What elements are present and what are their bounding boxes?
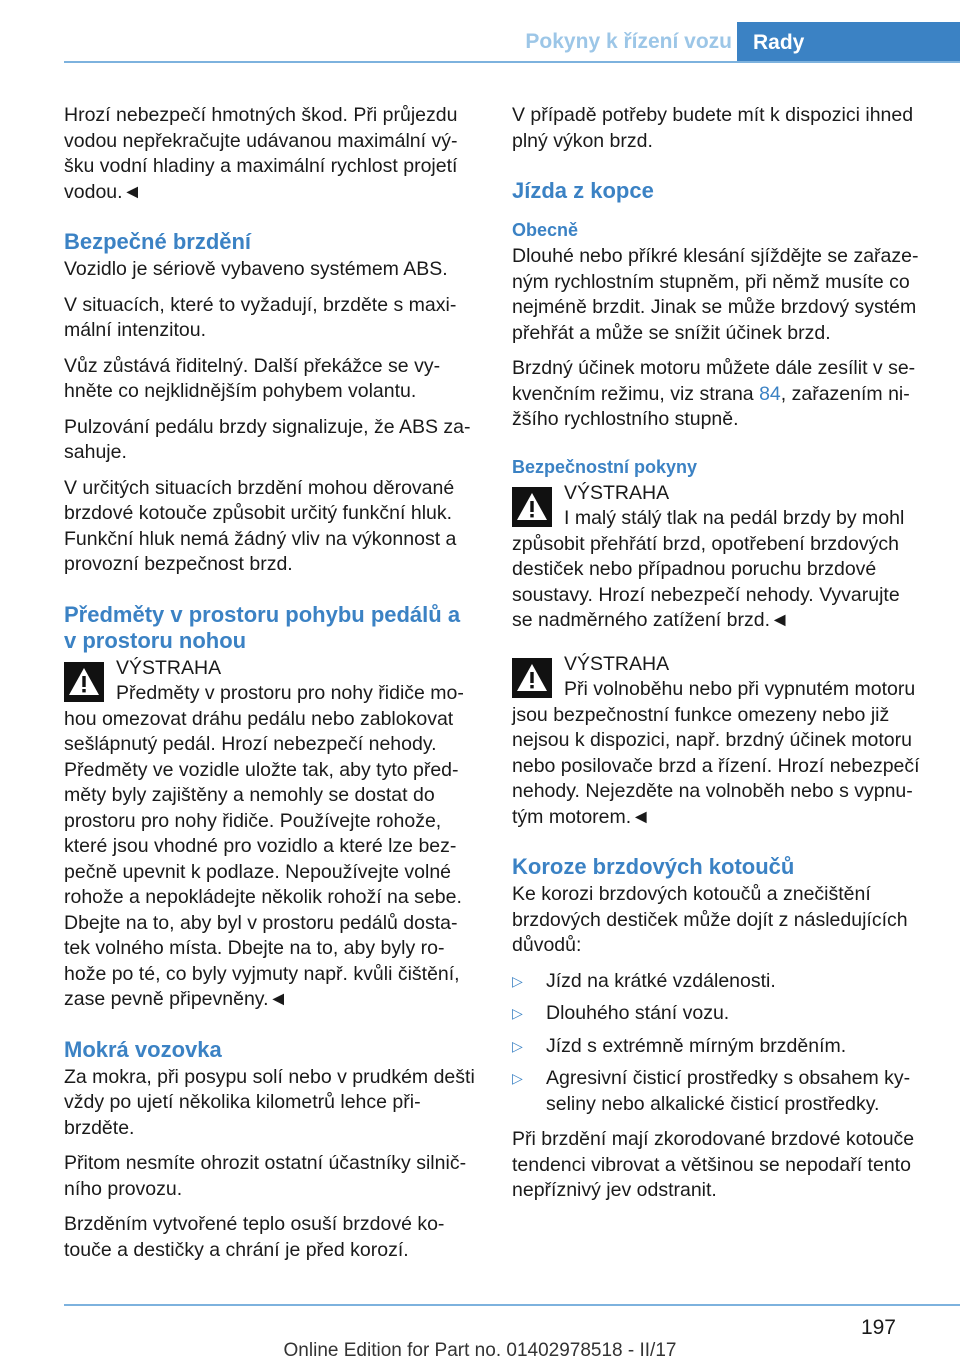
warning-text: Při volnoběhu nebo při vypnutém motoru jsou bezpečnostní funkce omezeny nebo již nejsou k dispozici, např. brzdný účinek motoru nebo posilovače brzd a řízení. Hrozí nebezpečí nehody. Nejezděte na volnoběh nebo s vypnu-tým motorem.◄ [512, 678, 920, 828]
page-header [0, 0, 960, 64]
left-column [64, 103, 476, 1273]
subheading-general: Obecně [512, 220, 579, 240]
section-title: Pokyny k řízení vozu [525, 30, 732, 53]
warning-title: VÝSTRAHA [564, 481, 670, 504]
subheading-safety-notes: Bezpečnostní pokyny [512, 456, 698, 477]
page-link-84[interactable]: 84 [759, 382, 781, 405]
paragraph-steerable: Vůz zůstává řiditelný. Další překážce se vy-hněte co nejklidnějším pohybem volantu. [64, 354, 441, 402]
triangle-bullet-icon: ▷ [512, 972, 523, 989]
header-rule [64, 61, 960, 63]
heading-brake-disc-corrosion: Koroze brzdových kotoučů [512, 854, 795, 879]
paragraph-downhill-1: Dlouhé nebo příkré klesání sjíždějte se zařaze-ným rychlostním stupněm, při němž musíte co nejméně brzdit. Jinak se může brzdový systém přehřát a může se snížit účinek brzd. [512, 245, 919, 344]
paragraph-water-crossing: Hrozí nebezpečí hmotných škod. Při průjezdu vodou nepřekračujte udávanou maximální vý-šku vodní hladiny a maximální rychlost projetí vodou.◄ [64, 104, 458, 203]
paragraph-wet-3: Brzděním vytvořené teplo osuší brzdové ko-touče a destičky a chrání je před korozí. [64, 1213, 445, 1261]
paragraph-wet-1: Za mokra, při posypu solí nebo v prudkém dešti vždy po ujetí několika kilometrů lehce při-brzděte. [64, 1065, 475, 1139]
list-item: ▷ Dlouhého stání vozu. [512, 1001, 924, 1027]
triangle-bullet-icon: ▷ [512, 1005, 523, 1021]
warning-block [512, 481, 924, 634]
list-item: ▷ Jízd na krátké vzdálenosti. [512, 969, 924, 995]
heading-downhill: Jízda z kopce [512, 178, 654, 203]
heading-wet-road: Mokrá vozovka [64, 1036, 222, 1062]
paragraph-downhill-2-end: , zařazením ni-žšího rychlostního stupně. [512, 382, 910, 430]
page-number: 197 [860, 1316, 896, 1339]
paragraph-pulsing: Pulzování pedálu brzdy signalizuje, že ABS za-sahuje. [64, 415, 471, 463]
paragraph-downhill-2 [512, 356, 924, 433]
heading-objects-pedal-area: Předměty v prostoru pohybu pedálů a v prostoru nohou [64, 601, 461, 653]
right-column [512, 103, 924, 1214]
paragraph-max-braking: V situacích, které to vyžadují, brzděte s maxi-mální intenzitou. [64, 293, 457, 341]
warning-triangle-icon [64, 662, 104, 702]
paragraph-abs: Vozidlo je sériově vybaveno systémem ABS. [64, 258, 448, 280]
warning-block [512, 652, 924, 831]
warning-text: I malý stálý tlak na pedál brzdy by mohl způsobit přehřátí brzd, opotřebení brzdových destiček nebo případnou poruchu brzdové soustavy. Hrozí nebezpečí nehody. Vyvarujte se nadměrného zatížení brzd.◄ [512, 507, 905, 631]
heading-safe-braking: Bezpečné brzdění [64, 229, 252, 254]
warning-triangle-icon [512, 658, 552, 698]
paragraph-downhill-2-start: Brzdný účinek motoru můžete dále zesílit v se-kvenčním režimu, viz strana [512, 357, 916, 405]
paragraph-wet-2: Přitom nesmíte ohrozit ostatní účastníky silnič-ního provozu. [64, 1152, 467, 1200]
paragraph-brake-noise: V určitých situacích brzdění mohou děrované brzdové kotouče způsobit určitý funkční hluk. Funkční hluk nemá žádný vliv na výkonnost a provozní bezpečnost brzd. [64, 476, 457, 575]
triangle-bullet-icon: ▷ [512, 1070, 523, 1086]
warning-title: VÝSTRAHA [116, 656, 222, 679]
edition-line: Online Edition for Part no. 01402978518 - II/17 [283, 1340, 677, 1361]
paragraph-corrosion-2: Při brzdění mají zkorodované brzdové kotouče tendenci vibrovat a většinou se nepodaří tento nepříznivý jev odstranit. [512, 1128, 915, 1201]
footer-rule [64, 1304, 960, 1306]
list-item: ▷ Agresivní čisticí prostředky s obsahem ky-seliny nebo alkalické čisticí prostředky. [512, 1067, 911, 1115]
warning-title: VÝSTRAHA [564, 652, 670, 675]
paragraph-full-power: V případě potřeby budete mít k dispozici ihned plný výkon brzd. [512, 104, 914, 152]
warning-triangle-icon [512, 487, 552, 527]
triangle-bullet-icon: ▷ [512, 1037, 523, 1054]
chapter-tab-label: Rady [753, 31, 805, 54]
list-item: ▷ Jízd s extrémně mírným brzděním. [512, 1034, 924, 1060]
warning-block [64, 656, 476, 1013]
warning-text: Předměty v prostoru pro nohy řidiče mo-hou omezovat dráhu pedálu nebo zablokovat sešlápnutý pedál. Hrozí nebezpečí nehody. Předměty ve vozidle uložte tak, aby tyto před-měty byly zajištěny a nemohly se dostat do prostoru pro nohy řidiče. Používejte rohože, které jsou vhodné pro vozidlo a které lze bez-pečně upevnit k podlaze. Nepoužívejte volné rohože a nepokládejte několik rohoží na sebe. Dbejte na to, aby byl v prostoru pedálů dosta-tek volného místa. Dbejte na to, aby byly ro-hože po té, co byly vyjmuty např. kvůli čištění, zase pevně připevněny.◄ [64, 682, 464, 1010]
paragraph-corrosion-1: Ke korozi brzdových kotoučů a znečištění brzdových destiček může dojít z následujících důvodů: [512, 883, 908, 956]
chapter-tab [737, 22, 960, 63]
corrosion-causes-list [512, 969, 924, 1118]
